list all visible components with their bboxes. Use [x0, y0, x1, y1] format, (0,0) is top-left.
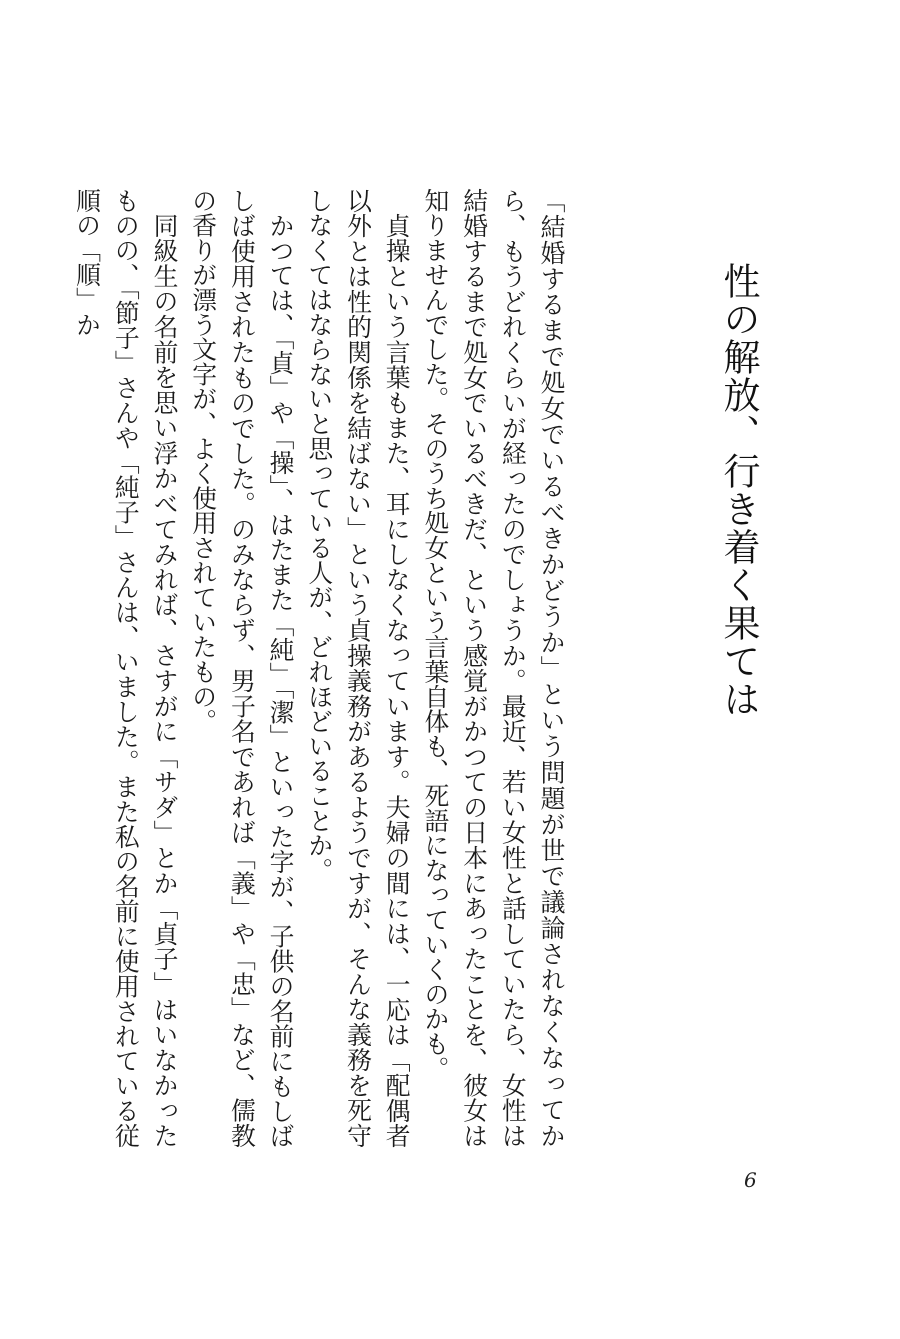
paragraph-4: 同級生の名前を思い浮かべてみれば、さすがに「サダ」とか「貞子」はいなかったものの、「節子」さんや「純子」さんは、いました。また私の名前に使用されている従順の「順」か	[72, 188, 179, 1148]
body-text	[72, 188, 570, 1148]
paragraph-3: かつては、「貞」や「操」、はたまた「純」「潔」といった字が、子供の名前にもしばしば使用されたものでした。のみならず、男子名であれば「義」や「忠」など、儒教の香りが漂う文字が、よく使用されていたもの。	[188, 188, 296, 1148]
page-number: 6	[744, 1168, 757, 1192]
paragraph-1: 「結婚するまで処女でいるべきかどうか」という問題が世で議論されなくなってから、もうどれくらいが経ったのでしょうか。最近、若い女性と話していたら、女性は結婚するまで処女でいるべきだ、という感覚がかつての日本にあったことを、彼女は知りませんでした。そのうち処女という言葉自体も、死語になっていくのかも。	[420, 188, 566, 1148]
paragraph-2: 貞操という言葉もまた、耳にしなくなっています。夫婦の間には、一応は「配偶者以外とは性的関係を結ばない」という貞操義務があるようですが、そんな義務を死守しなくてはならないと思っている人が、どれほどいることか。	[304, 188, 412, 1148]
chapter-title: 性の解放、行き着く果ては	[717, 262, 760, 718]
